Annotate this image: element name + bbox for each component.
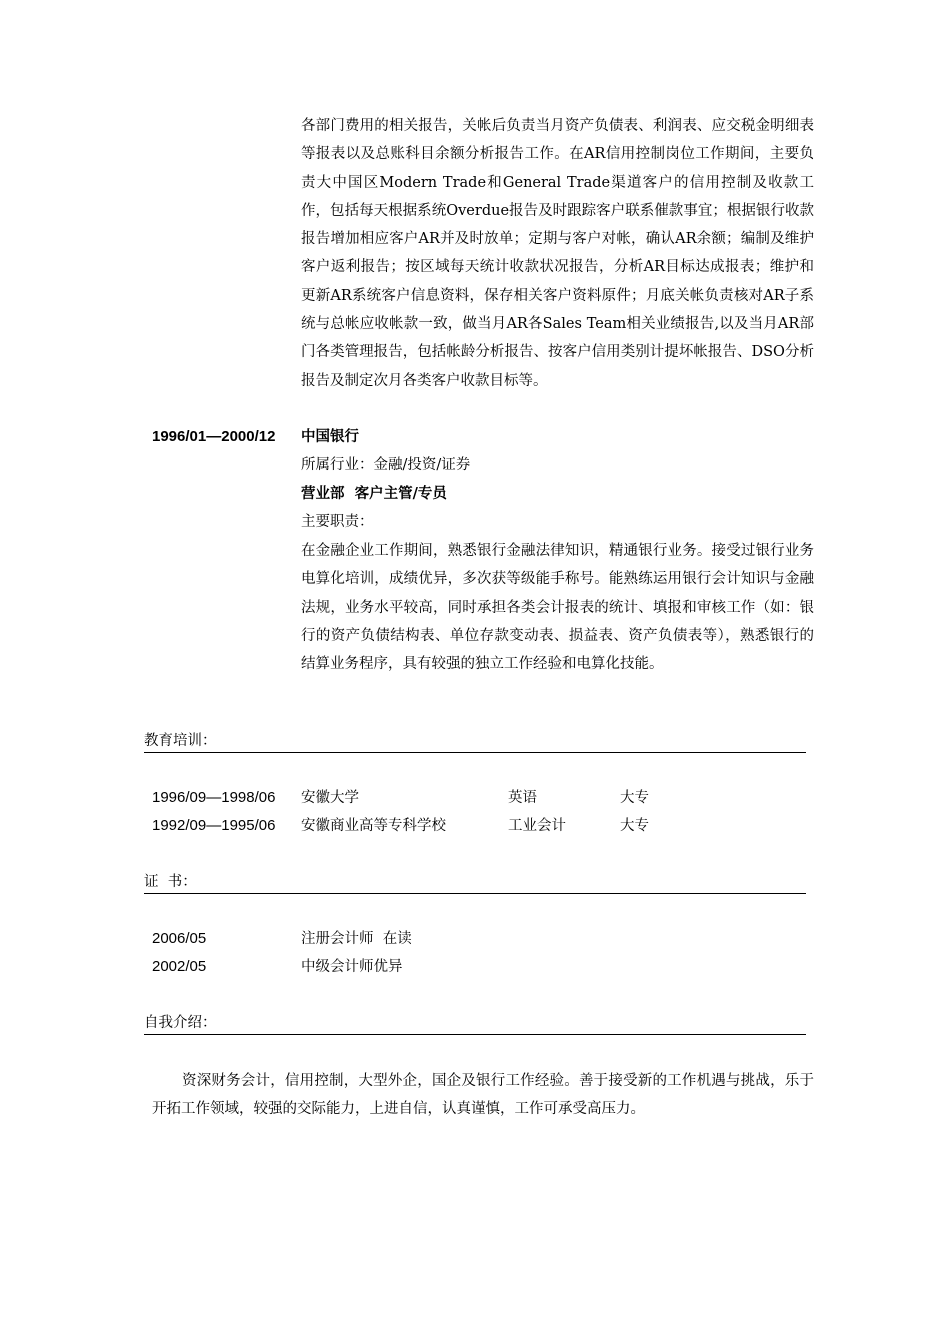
previous-job-duties-text: 各部门费用的相关报告，关帐后负责当月资产负债表、利润表、应交税金明细表等报表以及总账科目余额分析报告工作。在AR信用控制岗位工作期间，主要负责大中国区Modern Trade和General Trade渠道客户的信用控制及收款工作，包括每天根据系统Overdue报告及时跟踪客户联系催款事宜；根据银行收款报告增加相应客户AR并及时放单；定期与客户对帐，确认AR余额；编制及维护客户返利报告；按区域每天统计收款状况报告，分析AR目标达成报表；维护和更新AR系统客户信息资料，保存相关客户资料原件；月底关帐负责核对AR子系统与总帐应收帐款一致，做当月AR各Sales Team相关业绩报告,以及当月AR部门各类管理报告，包括帐龄分析报告、按客户信用类别计提坏帐报告、DSO分析报告及制定次月各类客户收款目标等。	[301, 118, 814, 389]
education-heading: 教育培训：	[144, 730, 806, 753]
certificate-date: 2002/05	[152, 958, 207, 975]
certificate-name: 中级会计师优异	[301, 959, 403, 975]
self-intro-heading: 自我介绍：	[144, 1012, 806, 1035]
job-company: 中国银行	[301, 428, 359, 445]
education-degree: 大专	[620, 818, 649, 834]
education-degree: 大专	[620, 790, 649, 806]
education-major: 英语	[508, 790, 537, 806]
job-industry: 所属行业：金融/投资/证券	[301, 457, 471, 473]
job-duties-text: 在金融企业工作期间，熟悉银行金融法律知识，精通银行业务。接受过银行业务电算化培训，成绩优异，多次获等级能手称号。能熟练运用银行会计知识与金融法规，业务水平较高，同时承担各类会计报表的统计、填报和审核工作（如：银行的资产负债结构表、单位存款变动表、损益表、资产负债表等），熟悉银行的结算业务程序，具有较强的独立工作经验和电算化技能。	[301, 543, 814, 673]
previous-job-duties	[301, 112, 814, 395]
certificates-heading: 证 书：	[144, 871, 806, 894]
job-period: 1996/01—2000/12	[152, 428, 276, 445]
job-duties	[301, 537, 814, 678]
certificate-date: 2006/05	[152, 930, 207, 947]
job-position: 营业部 客户主管/专员	[301, 485, 447, 502]
job-duties-label: 主要职责：	[301, 514, 374, 530]
education-period: 1996/09—1998/06	[152, 789, 276, 806]
self-intro-text: 资深财务会计，信用控制，大型外企，国企及银行工作经验。善于接受新的工作机遇与挑战，乐于开拓工作领域，较强的交际能力，上进自信，认真谨慎，工作可承受高压力。	[152, 1073, 814, 1118]
certificate-name: 注册会计师 在读	[301, 931, 412, 947]
self-intro	[152, 1067, 814, 1124]
education-school: 安徽大学	[301, 790, 359, 806]
education-period: 1992/09—1995/06	[152, 817, 276, 834]
education-major: 工业会计	[508, 818, 566, 834]
education-school: 安徽商业高等专科学校	[301, 818, 446, 834]
